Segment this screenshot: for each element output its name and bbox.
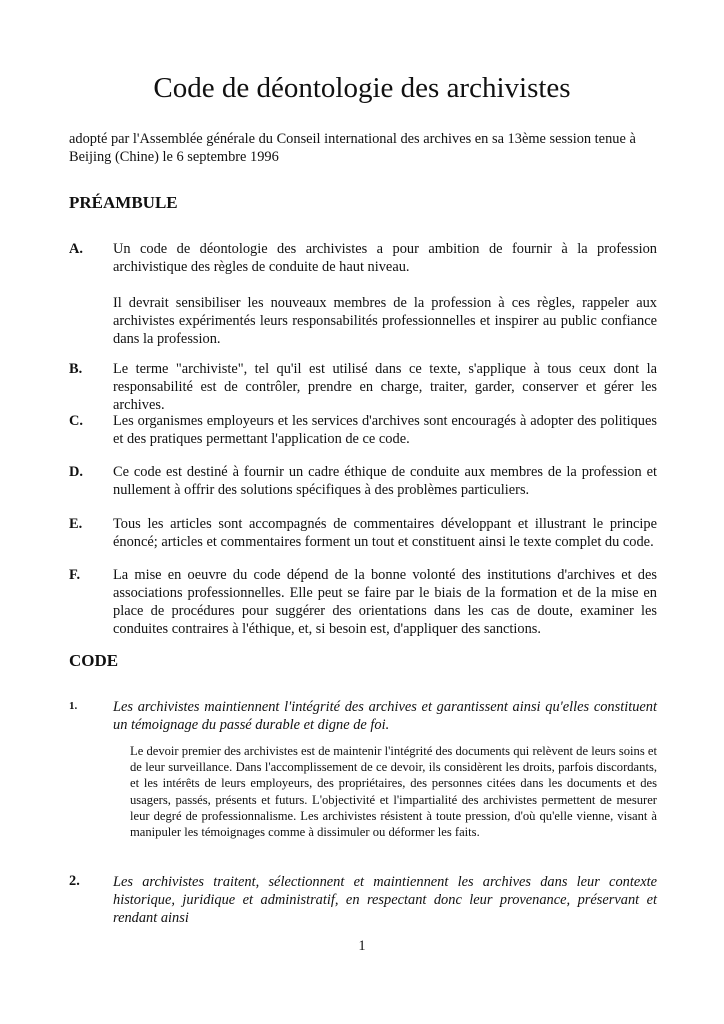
paragraph: Il devrait sensibiliser les nouveaux membres de la profession à ces règles, rappeler aux archivistes expérimentés leurs responsabilités professionnelles et inspirer au public confiance dans la profession. <box>113 295 657 347</box>
paragraph: Les organismes employeurs et les services d'archives sont encouragés à adopter des politiques et des pratiques permettant l'application de ce code. <box>113 413 657 447</box>
item-body <box>113 412 657 448</box>
item-body <box>113 463 657 499</box>
page-number: 1 <box>358 938 366 954</box>
page-title: Code de déontologie des archivistes <box>153 72 571 104</box>
article-number: 1. <box>69 700 78 712</box>
article-statement: Les archivistes traitent, sélectionnent et maintiennent les archives dans leur contexte historique, juridique et administratif, en respectant donc leur provenance, préservant et rendant ainsi <box>113 874 657 926</box>
article-statement: Les archivistes maintiennent l'intégrité des archives et garantissent ainsi qu'elles constituent un témoignage du passé durable et digne de foi. <box>113 699 657 733</box>
item-label: F. <box>69 567 81 583</box>
paragraph: Le terme "archiviste", tel qu'il est utilisé dans ce texte, s'applique à tous ceux dont la responsabilité est de contrôler, prendre en charge, traiter, garder, conserver et gérer les archives. <box>113 361 657 413</box>
item-label: D. <box>69 464 83 480</box>
preamble-heading: PRÉAMBULE <box>69 193 178 212</box>
article-comment: Le devoir premier des archivistes est de maintenir l'intégrité des documents qui relèvent de leurs soins et de leur surveillance. Dans l'accomplissement de ce devoir, ils considèrent les droits, parfois discordants, et les intérêts de leurs employeurs, des propriétaires, des personnes citées dans les documents et des usagers, passés, présents et futurs. L'objectivité et l'impartialité des archivistes permettent de mesurer leur degré de professionnalisme. Les archivistes résistent à toute pression, d'où qu'elle vienne, visant à manipuler les témoignages comme à dissimuler ou déformer les faits. <box>130 744 657 840</box>
item-label: A. <box>69 241 83 257</box>
paragraph: Un code de déontologie des archivistes a pour ambition de fournir à la profession archivistique des règles de conduite de haut niveau. <box>113 241 657 275</box>
paragraph: La mise en oeuvre du code dépend de la bonne volonté des institutions d'archives et des associations professionnelles. Elle peut se faire par le biais de la formation et de la mise en place de procédures pour suggérer des orientations dans les cas de doute, examiner les conduites contraires à l'éthique, et, si besoin est, d'appliquer des sanctions. <box>113 567 657 637</box>
item-body <box>113 240 657 348</box>
item-body <box>113 515 657 551</box>
code-heading: CODE <box>69 651 119 670</box>
item-label: C. <box>69 413 83 429</box>
item-label: E. <box>69 516 83 532</box>
paragraph: Ce code est destiné à fournir un cadre éthique de conduite aux membres de la profession et nullement à offrir des solutions spécifiques à des problèmes particuliers. <box>113 464 657 498</box>
article-number: 2. <box>69 873 80 889</box>
item-label: B. <box>69 361 83 377</box>
paragraph: Tous les articles sont accompagnés de commentaires développant et illustrant le principe énoncé; articles et commentaires forment un tout et constituent ainsi le texte complet du code. <box>113 516 657 550</box>
adoption-note: adopté par l'Assemblée générale du Conseil international des archives en sa 13ème session tenue à Beijing (Chine) le 6 septembre 1996 <box>69 131 636 165</box>
item-body <box>113 566 657 638</box>
item-body <box>113 360 657 414</box>
